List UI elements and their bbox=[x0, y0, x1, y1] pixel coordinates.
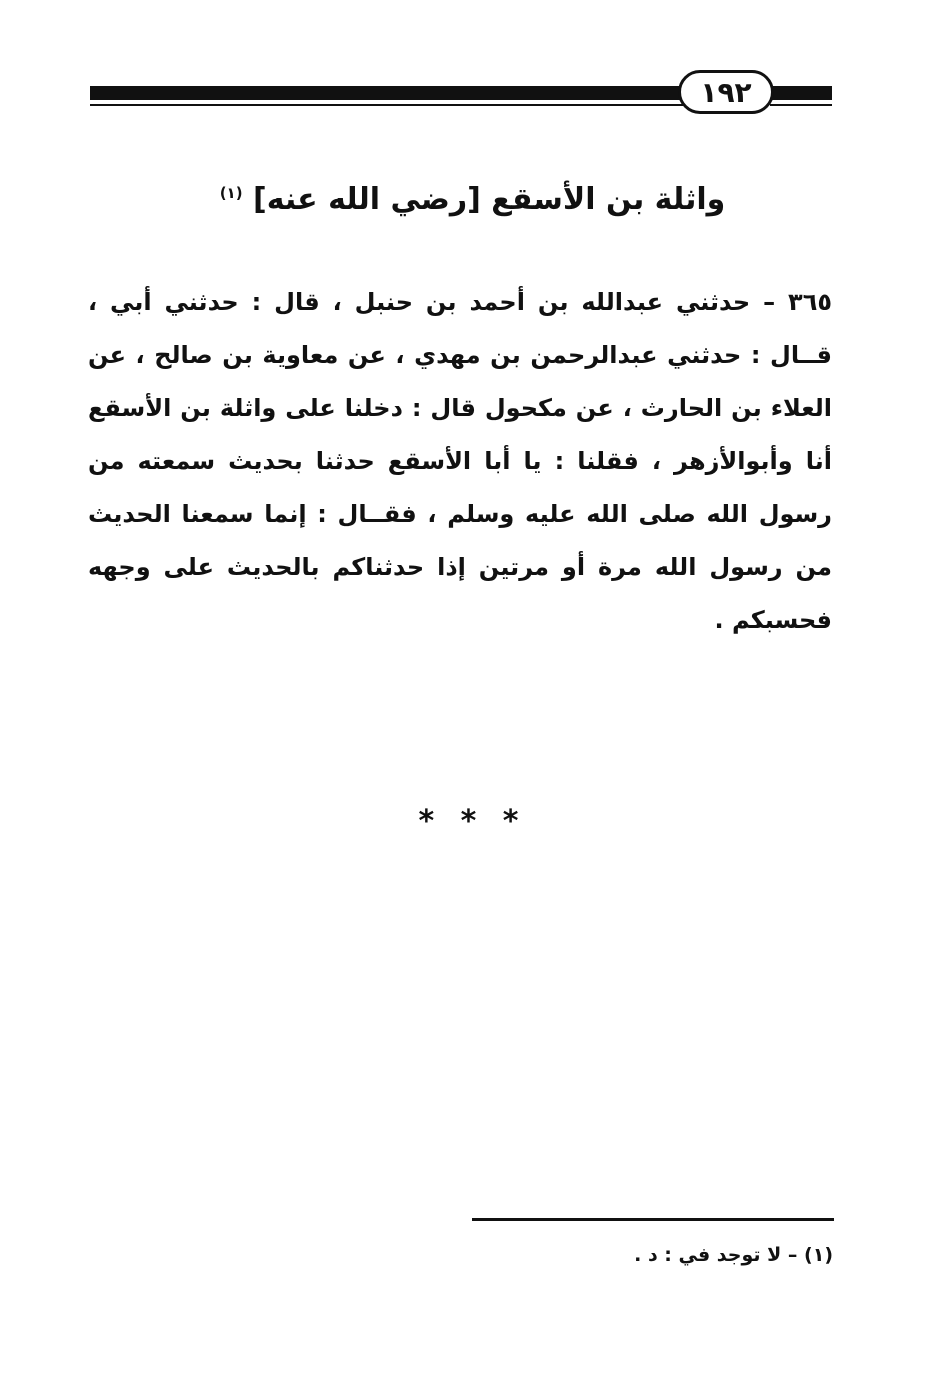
section-title bbox=[150, 168, 795, 225]
section-title-text: واثلة بن الأسقع [رضي الله عنه] bbox=[253, 182, 726, 217]
header-rule-right-thin bbox=[770, 104, 832, 106]
page-number: ١٩٢ bbox=[678, 70, 774, 114]
footnote: (١) – لا توجد في : د . bbox=[634, 1244, 833, 1266]
header-rule-left bbox=[90, 86, 690, 100]
footnote-rule bbox=[472, 1218, 834, 1221]
hadith-text: ٣٦٥ – حدثني عبدالله بن أحمد بن حنبل ، قال : حدثني أبي ، قــال : حدثني عبدالرحمن بن مهدي ، عن معاوية بن صالح ، عن العلاء بن الحارث ، عن مكحول قال : دخلنا على واثلة بن الأسقع أنا وأبوالأزهر ، فقلنا : يا أبا الأسقع حدثنا بحديث سمعته من رسول الله صلى الله عليه وسلم ، فقــال : إنما سمعنا الحديث من رسول الله مرة أو مرتين إذا حدثناكم بالحديث على وجهه فحسبكم . bbox=[88, 288, 832, 634]
header-rule-left-thin bbox=[90, 104, 690, 106]
title-footnote-mark: (١) bbox=[219, 184, 243, 202]
section-separator: * * * bbox=[418, 804, 527, 839]
header-rule-right bbox=[770, 86, 832, 100]
